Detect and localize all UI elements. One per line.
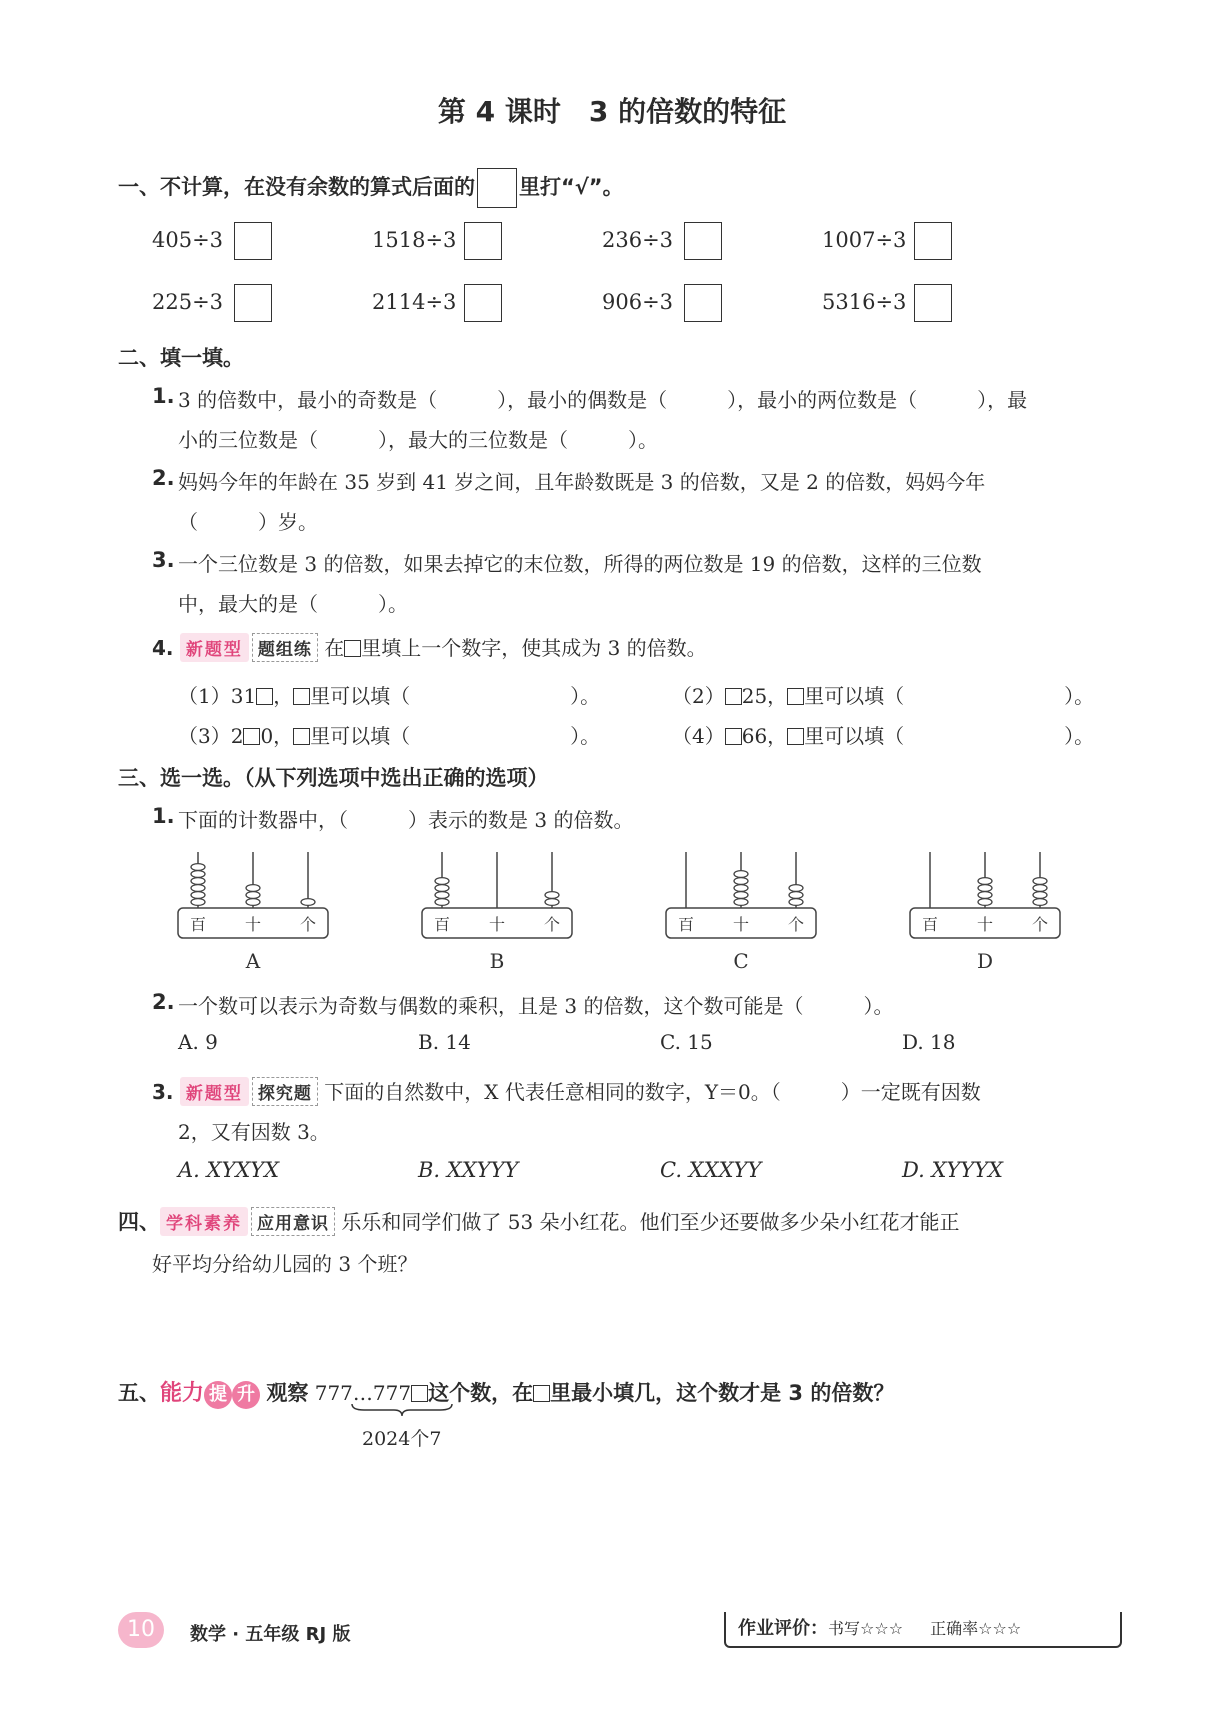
division-expr: 1518÷3 (372, 228, 457, 252)
digit-box (256, 688, 273, 705)
digit-box (344, 640, 361, 657)
check-box[interactable] (234, 222, 272, 260)
abacus-place-label: 个 (787, 915, 805, 934)
question-text: 一个三位数是 3 的倍数，如果去掉它的末位数，所得的两位数是 19 的倍数，这样的三位数 (178, 552, 982, 576)
question-text: 乐乐和同学们做了 53 朵小红花。他们至少还要做多少朵小红花才能正 (341, 1210, 960, 1234)
abacus-bead (789, 899, 803, 906)
underbrace (350, 1402, 454, 1418)
abacus-bead (246, 885, 260, 892)
question-text: 下面的自然数中，X 代表任意相同的数字，Y＝0。（ ）一定既有因数 (324, 1080, 981, 1104)
abacus-bead (191, 885, 205, 892)
ability-label: 能力 (160, 1381, 205, 1406)
abacus-place-label: 十 (488, 915, 506, 934)
division-expr: 5316÷3 (822, 290, 907, 314)
abacus-bead (734, 892, 748, 899)
abacus-bead (191, 892, 205, 899)
abacus-bead (301, 899, 315, 906)
page-number: 10 (118, 1612, 164, 1648)
abacus-bead (191, 864, 205, 871)
abacus-bead (191, 871, 205, 878)
check-box[interactable] (914, 222, 952, 260)
division-row-1 (152, 222, 1052, 266)
division-expr: 236÷3 (602, 228, 674, 252)
section-5-prefix: 五、 (118, 1381, 160, 1405)
sub-item-label: （4） (672, 724, 725, 748)
abacus-bead (545, 892, 559, 899)
section-2-heading: 二、填一填。 (118, 346, 244, 370)
abacus-bead (734, 871, 748, 878)
digit-box (787, 728, 804, 745)
subject-literacy-tag: 学科素养 (160, 1207, 248, 1236)
division-expr: 405÷3 (152, 228, 224, 252)
abacus-place-label: 百 (433, 915, 451, 934)
question-text: 这个数，在 (428, 1381, 534, 1405)
ability-badge (160, 1381, 260, 1406)
abacus-letter: A (245, 949, 261, 973)
sub-item-text: 里可以填（ ）。 (310, 684, 601, 708)
question-text: 下面的计数器中，（ ）表示的数是 3 的倍数。 (178, 808, 634, 832)
abacus-bead (734, 878, 748, 885)
option-d[interactable]: D. XYYYX (902, 1158, 1003, 1182)
application-tag: 应用意识 (251, 1207, 335, 1236)
sub-item-label: （3）2 (178, 724, 244, 748)
sub-item-text: 0， (260, 724, 294, 748)
question-text: 2，又有因数 3。 (178, 1120, 330, 1144)
abacus-bead (1033, 878, 1047, 885)
abacus-place-label: 十 (244, 915, 262, 934)
digit-box (293, 728, 310, 745)
abacus-place-label: 百 (677, 915, 695, 934)
writing-rating[interactable]: 书写☆☆☆ (828, 1619, 904, 1638)
abacus-bead (246, 892, 260, 899)
question-text: 中，最大的是（ ）。 (178, 592, 408, 616)
accuracy-rating[interactable]: 正确率☆☆☆ (930, 1619, 1022, 1638)
question-number: 3. (152, 548, 175, 572)
option-b[interactable]: B. 14 (418, 1030, 471, 1054)
question-number: 4. (152, 636, 174, 660)
section-3-heading: 三、选一选。（从下列选项中选出正确的选项） (118, 766, 549, 790)
digit-box (725, 688, 742, 705)
question-text: 在 (324, 636, 345, 660)
section-1-heading (118, 168, 624, 208)
question-text: 小的三位数是（ ），最大的三位数是（ ）。 (178, 428, 658, 452)
abacus-figures (150, 838, 1070, 976)
digit-box (533, 1385, 550, 1402)
division-expr: 225÷3 (152, 290, 224, 314)
option-c[interactable]: C. 15 (660, 1030, 713, 1054)
option-a[interactable]: A. XYXYX (178, 1158, 280, 1182)
sub-item (672, 720, 1094, 749)
question-text: （ ）岁。 (178, 510, 318, 534)
abacus-bead (734, 885, 748, 892)
question-number: 1. (152, 804, 175, 828)
question-text: 妈妈今年的年龄在 35 岁到 41 岁之间，且年龄数既是 3 的倍数，又是 2 的倍数，妈妈今年 (178, 470, 986, 494)
homework-evaluation (724, 1612, 1122, 1648)
group-practice-tag: 题组练 (252, 633, 318, 662)
sub-item-text: 66， (741, 724, 788, 748)
abacus-bead (1033, 899, 1047, 906)
question-text: 3 的倍数中，最小的奇数是（ ），最小的偶数是（ ），最小的两位数是（ ），最 (178, 388, 1028, 412)
ability-label: 升 (232, 1381, 260, 1409)
explore-tag: 探究题 (252, 1077, 318, 1106)
ability-label: 提 (204, 1381, 232, 1409)
abacus-b (422, 852, 572, 973)
abacus-place-label: 个 (299, 915, 317, 934)
abacus-bead (1033, 885, 1047, 892)
abacus-place-label: 十 (976, 915, 994, 934)
brace-label: 2024个7 (362, 1428, 442, 1450)
abacus-bead (435, 899, 449, 906)
section-5 (118, 1376, 894, 1409)
division-expr: 906÷3 (602, 290, 674, 314)
check-box[interactable] (684, 284, 722, 322)
evaluation-label: 作业评价： (738, 1618, 828, 1639)
question-number: 1. (152, 384, 175, 408)
abacus-bead (978, 899, 992, 906)
abacus-d (910, 852, 1060, 973)
sub-item-text: 里可以填（ ）。 (310, 724, 601, 748)
division-expr: 2114÷3 (372, 290, 457, 314)
option-c[interactable]: C. XXXYY (660, 1158, 762, 1182)
abacus-bead (545, 899, 559, 906)
answer-box[interactable] (477, 168, 517, 208)
abacus-bead (1033, 892, 1047, 899)
check-box[interactable] (464, 284, 502, 322)
abacus-bead (734, 899, 748, 906)
abacus-bead (191, 899, 205, 906)
check-box[interactable] (234, 284, 272, 322)
digit-box (725, 728, 742, 745)
abacus-place-label: 十 (732, 915, 750, 934)
division-expr: 1007÷3 (822, 228, 907, 252)
question-number: 2. (152, 990, 175, 1014)
abacus-bead (789, 892, 803, 899)
option-d[interactable]: D. 18 (902, 1030, 956, 1054)
division-row-2 (152, 284, 1052, 328)
abacus-letter: D (976, 949, 994, 973)
abacus-bead (246, 899, 260, 906)
abacus-letter: C (733, 949, 749, 973)
option-a[interactable]: A. 9 (178, 1030, 218, 1054)
section-1-heading-text-b: 里打“√”。 (519, 175, 624, 199)
question-number: 2. (152, 466, 175, 490)
question-3 (152, 1076, 981, 1106)
book-title: 数学 · 五年级 RJ 版 (190, 1624, 351, 1645)
question-text: 好平均分给幼儿园的 3 个班？ (152, 1252, 418, 1276)
abacus-bead (978, 885, 992, 892)
digit-box (787, 688, 804, 705)
abacus-place-label: 百 (921, 915, 939, 934)
question-text: 观察 (266, 1381, 309, 1405)
question-4 (152, 632, 707, 662)
digit-box (411, 1385, 428, 1402)
repeated-number: 777…777 (314, 1381, 412, 1405)
digit-box (243, 728, 260, 745)
check-box[interactable] (464, 222, 502, 260)
abacus-place-label: 个 (543, 915, 561, 934)
sub-item-text: 里可以填（ ）。 (804, 684, 1095, 708)
sub-item (178, 680, 600, 709)
section-1-heading-text-a: 一、不计算，在没有余数的算式后面的 (118, 175, 475, 199)
abacus-letter: B (489, 949, 505, 973)
abacus-place-label: 个 (1031, 915, 1049, 934)
section-4 (118, 1206, 960, 1236)
abacus-bead (435, 892, 449, 899)
abacus-bead (435, 885, 449, 892)
check-box[interactable] (684, 222, 722, 260)
abacus-bead (789, 885, 803, 892)
sub-item (672, 680, 1094, 709)
abacus-bead (978, 878, 992, 885)
question-text: 里填上一个数字，使其成为 3 的倍数。 (361, 636, 707, 660)
sub-item-label: （2） (672, 684, 725, 708)
sub-item-label: （1）31 (178, 684, 257, 708)
abacus-a (178, 852, 328, 973)
abacus-bead (435, 878, 449, 885)
option-b[interactable]: B. XXYYY (418, 1158, 519, 1182)
digit-box (293, 688, 310, 705)
section-4-prefix: 四、 (118, 1210, 160, 1234)
abacus-bead (191, 878, 205, 885)
abacus-c (666, 852, 816, 973)
abacus-bead (978, 892, 992, 899)
question-text: 里最小填几，这个数才是 3 的倍数？ (550, 1381, 895, 1405)
sub-item (178, 720, 600, 749)
page-title: 第 4 课时 3 的倍数的特征 (437, 95, 787, 128)
check-box[interactable] (914, 284, 952, 322)
sub-item-text: ， (273, 684, 294, 708)
abacus-place-label: 百 (189, 915, 207, 934)
sub-item-text: 25， (741, 684, 788, 708)
question-number: 3. (152, 1080, 174, 1104)
new-type-tag: 新题型 (180, 633, 249, 662)
new-type-tag: 新题型 (180, 1077, 249, 1106)
sub-item-text: 里可以填（ ）。 (804, 724, 1095, 748)
question-text: 一个数可以表示为奇数与偶数的乘积，且是 3 的倍数，这个数可能是（ ）。 (178, 994, 894, 1018)
